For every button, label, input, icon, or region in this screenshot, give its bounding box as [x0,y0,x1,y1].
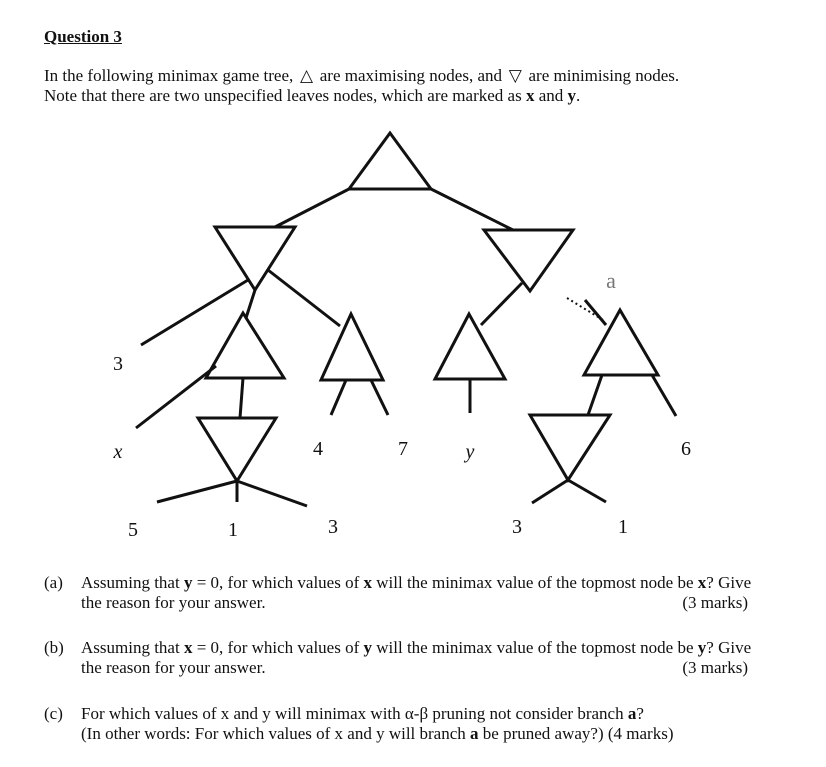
edge [431,189,513,230]
leaf-label: y [465,441,475,463]
question-c: (c) For which values of x and y will minimax with α-β pruning not consider branch a? (In other words: For which values of x and y will branch a be pruned away?) (4 marks) [44,704,674,743]
edge [275,189,349,227]
min-node-right [484,230,573,291]
leaf-label: 1 [618,516,628,538]
edge-to-leaf-5 [157,481,237,502]
leaf-label: 3 [512,516,522,538]
edge-to-leaf-7 [371,380,388,415]
leaf-label: x [113,441,123,463]
max-triangle-icon: △ [299,66,314,85]
leaf-label: 7 [398,438,408,460]
edge [240,378,243,418]
leaf-label: 4 [313,438,323,460]
question-a: (a) Assuming that y = 0, for which values of x will the minimax value of the topmost node be x? Give the reason for your answer. (3 marks) [44,573,752,612]
leaf-label: 6 [681,438,691,460]
root-max-node [349,133,431,189]
min-triangle-icon: ▽ [508,66,522,85]
min-node-ll [198,418,276,481]
max-node-right-a [435,314,505,379]
intro-paragraph: In the following minimax game tree, △ are maximising nodes, and ▽ are minimising nodes. Note that there are two unspecified leaves nodes, which are marked as x and y. [44,66,680,105]
edge [588,375,602,415]
edge-to-leaf-3c [532,480,568,503]
marks-a: (3 marks) [682,593,748,612]
edge-to-leaf-4 [331,380,346,415]
max-node-left-b [321,314,383,380]
leaf-label: 1 [228,519,238,541]
edge-to-leaf-6 [652,375,676,416]
leaf-label: 3 [328,516,338,538]
marks-b: (3 marks) [682,658,748,677]
edge-to-leaf-1b [568,480,606,502]
max-node-right-b [584,310,658,375]
leaf-label: 5 [128,519,138,541]
edge [481,283,522,325]
max-node-left-a [206,313,284,378]
edge [585,300,606,325]
question-b: (b) Assuming that x = 0, for which values of y will the minimax value of the topmost node be y? Give the reason for your answer. (3 marks) [44,638,752,677]
edge-to-leaf-3b [237,481,307,506]
edge [268,270,340,326]
min-node-rr [530,415,610,480]
edge [246,290,255,318]
leaf-label: 3 [113,353,123,375]
question-heading: Question 3 [44,27,122,46]
branch-a-label: a [606,268,616,293]
